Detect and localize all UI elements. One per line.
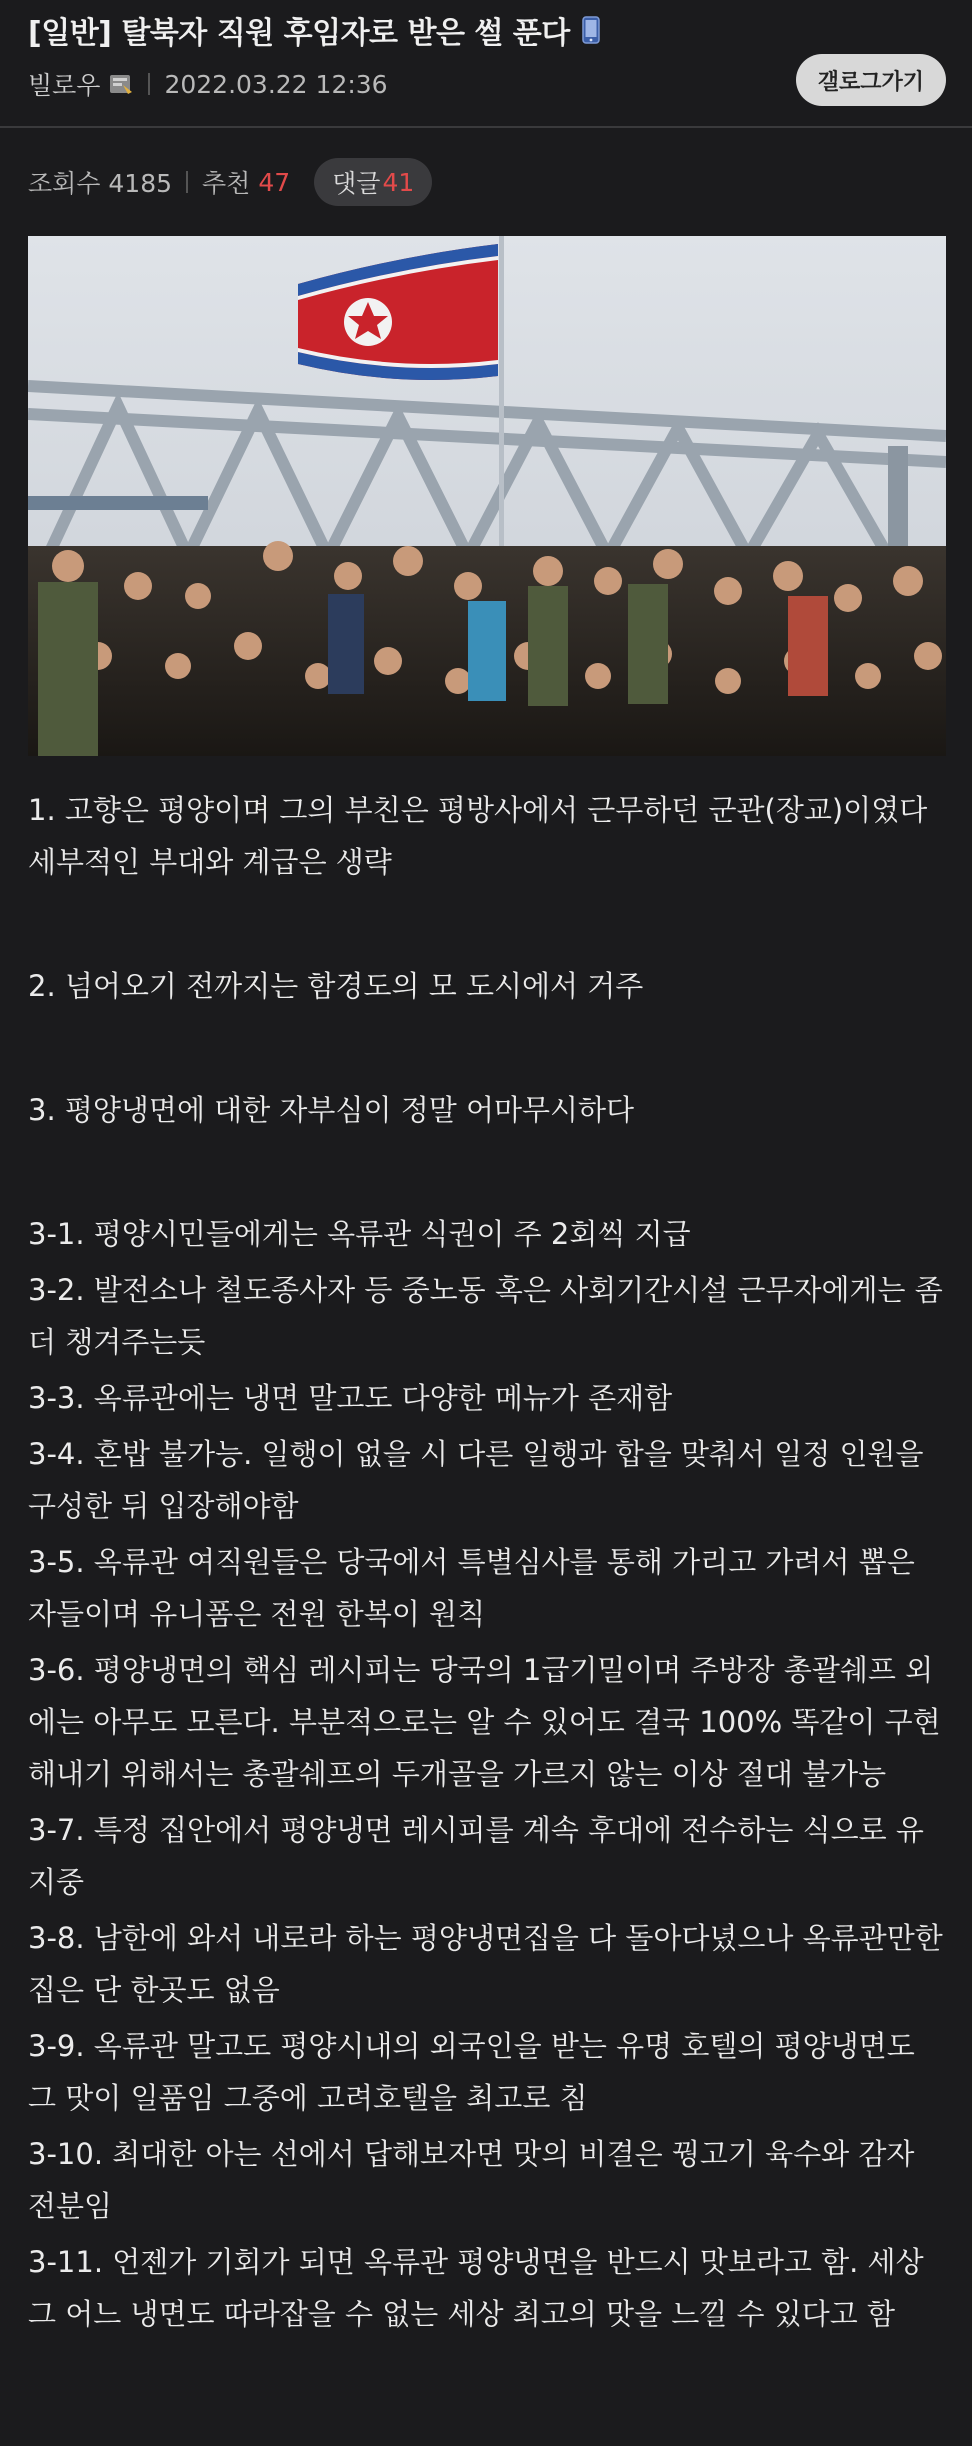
body-paragraph: 3. 평양냉면에 대한 자부심이 정말 어마무시하다 <box>28 1093 635 1127</box>
post-title: [일반] 탈북자 직원 후임자로 받은 썰 푼다 <box>28 16 570 51</box>
meta-divider <box>148 73 150 95</box>
title-row <box>28 0 944 52</box>
recommend-label: 추천 <box>202 169 251 198</box>
list-item: 3-10. 최대한 아는 선에서 답해보자면 맛의 비결은 꿩고기 육수와 감자 전분임 <box>28 2137 915 2223</box>
post-stats <box>0 158 972 206</box>
list-item: 3-4. 혼밥 불가능. 일행이 없을 시 다른 일행과 합을 맞춰서 일정 인원을 구성한 뒤 입장해야함 <box>28 1437 924 1523</box>
view-count: 조회수 4185 <box>28 169 173 198</box>
list-item: 3-2. 발전소나 철도종사자 등 중노동 혹은 사회기간시설 근무자에게는 좀 더 챙겨주는듯 <box>28 1273 943 1359</box>
list-item: 3-9. 옥류관 말고도 평양시내의 외국인을 받는 유명 호텔의 평양냉면도 그 맛이 일품임 그중에 고려호텔을 최고로 침 <box>28 2029 915 2115</box>
comment-count: 41 <box>382 167 415 197</box>
list-item: 3-5. 옥류관 여직원들은 당국에서 특별심사를 통해 가리고 가려서 뽑은 자들이며 유니폼은 전원 한복이 원칙 <box>28 1545 915 1631</box>
body-paragraph: 2. 넘어오기 전까지는 함경도의 모 도시에서 거주 <box>28 969 644 1003</box>
list-item: 3-8. 남한에 와서 내로라 하는 평양냉면집을 다 돌아다녔으나 옥류관만한 집은 단 한곳도 없음 <box>28 1921 943 2007</box>
stats-divider <box>186 171 188 193</box>
post-header <box>0 0 972 128</box>
post-date: 2022.03.22 12:36 <box>164 69 388 99</box>
list-item: 3-7. 특정 집안에서 평양냉면 레시피를 계속 후대에 전수하는 식으로 유지중 <box>28 1813 924 1899</box>
mobile-phone-icon <box>582 16 600 44</box>
body-paragraph: 1. 고향은 평양이며 그의 부친은 평방사에서 근무하던 군관(장교)이였다 세부적인 부대와 계급은 생략 <box>28 793 928 879</box>
post-photo <box>28 236 946 756</box>
gallery-link-button[interactable]: 갤로그가기 <box>796 54 946 106</box>
list-item: 3-11. 언젠가 기회가 되면 옥류관 평양냉면을 반드시 맛보라고 함. 세상 그 어느 냉면도 따라잡을 수 없는 세상 최고의 맛을 느낄 수 있다고 함 <box>28 2245 924 2331</box>
list-item: 3-1. 평양시민들에게는 옥류관 식권이 주 2회씩 지급 <box>28 1217 691 1251</box>
post-body <box>0 756 972 2340</box>
author-name[interactable]: 빌로우 <box>28 71 101 100</box>
list-item: 3-3. 옥류관에는 냉면 말고도 다양한 메뉴가 존재함 <box>28 1381 673 1415</box>
comment-count-button[interactable] <box>314 158 432 206</box>
list-item: 3-6. 평양냉면의 핵심 레시피는 당국의 1급기밀이며 주방장 총괄쉐프 외에는 아무도 모른다. 부분적으로는 알 수 있어도 결국 100% 똑같이 구현해내기 위해서는 총괄쉐프의 두개골을 가르지 않는 이상 절대 불가능 <box>28 1653 941 1791</box>
recommend-count: 47 <box>258 167 291 197</box>
fixed-nick-badge-icon <box>108 72 134 96</box>
comment-label: 댓글 <box>332 169 381 198</box>
